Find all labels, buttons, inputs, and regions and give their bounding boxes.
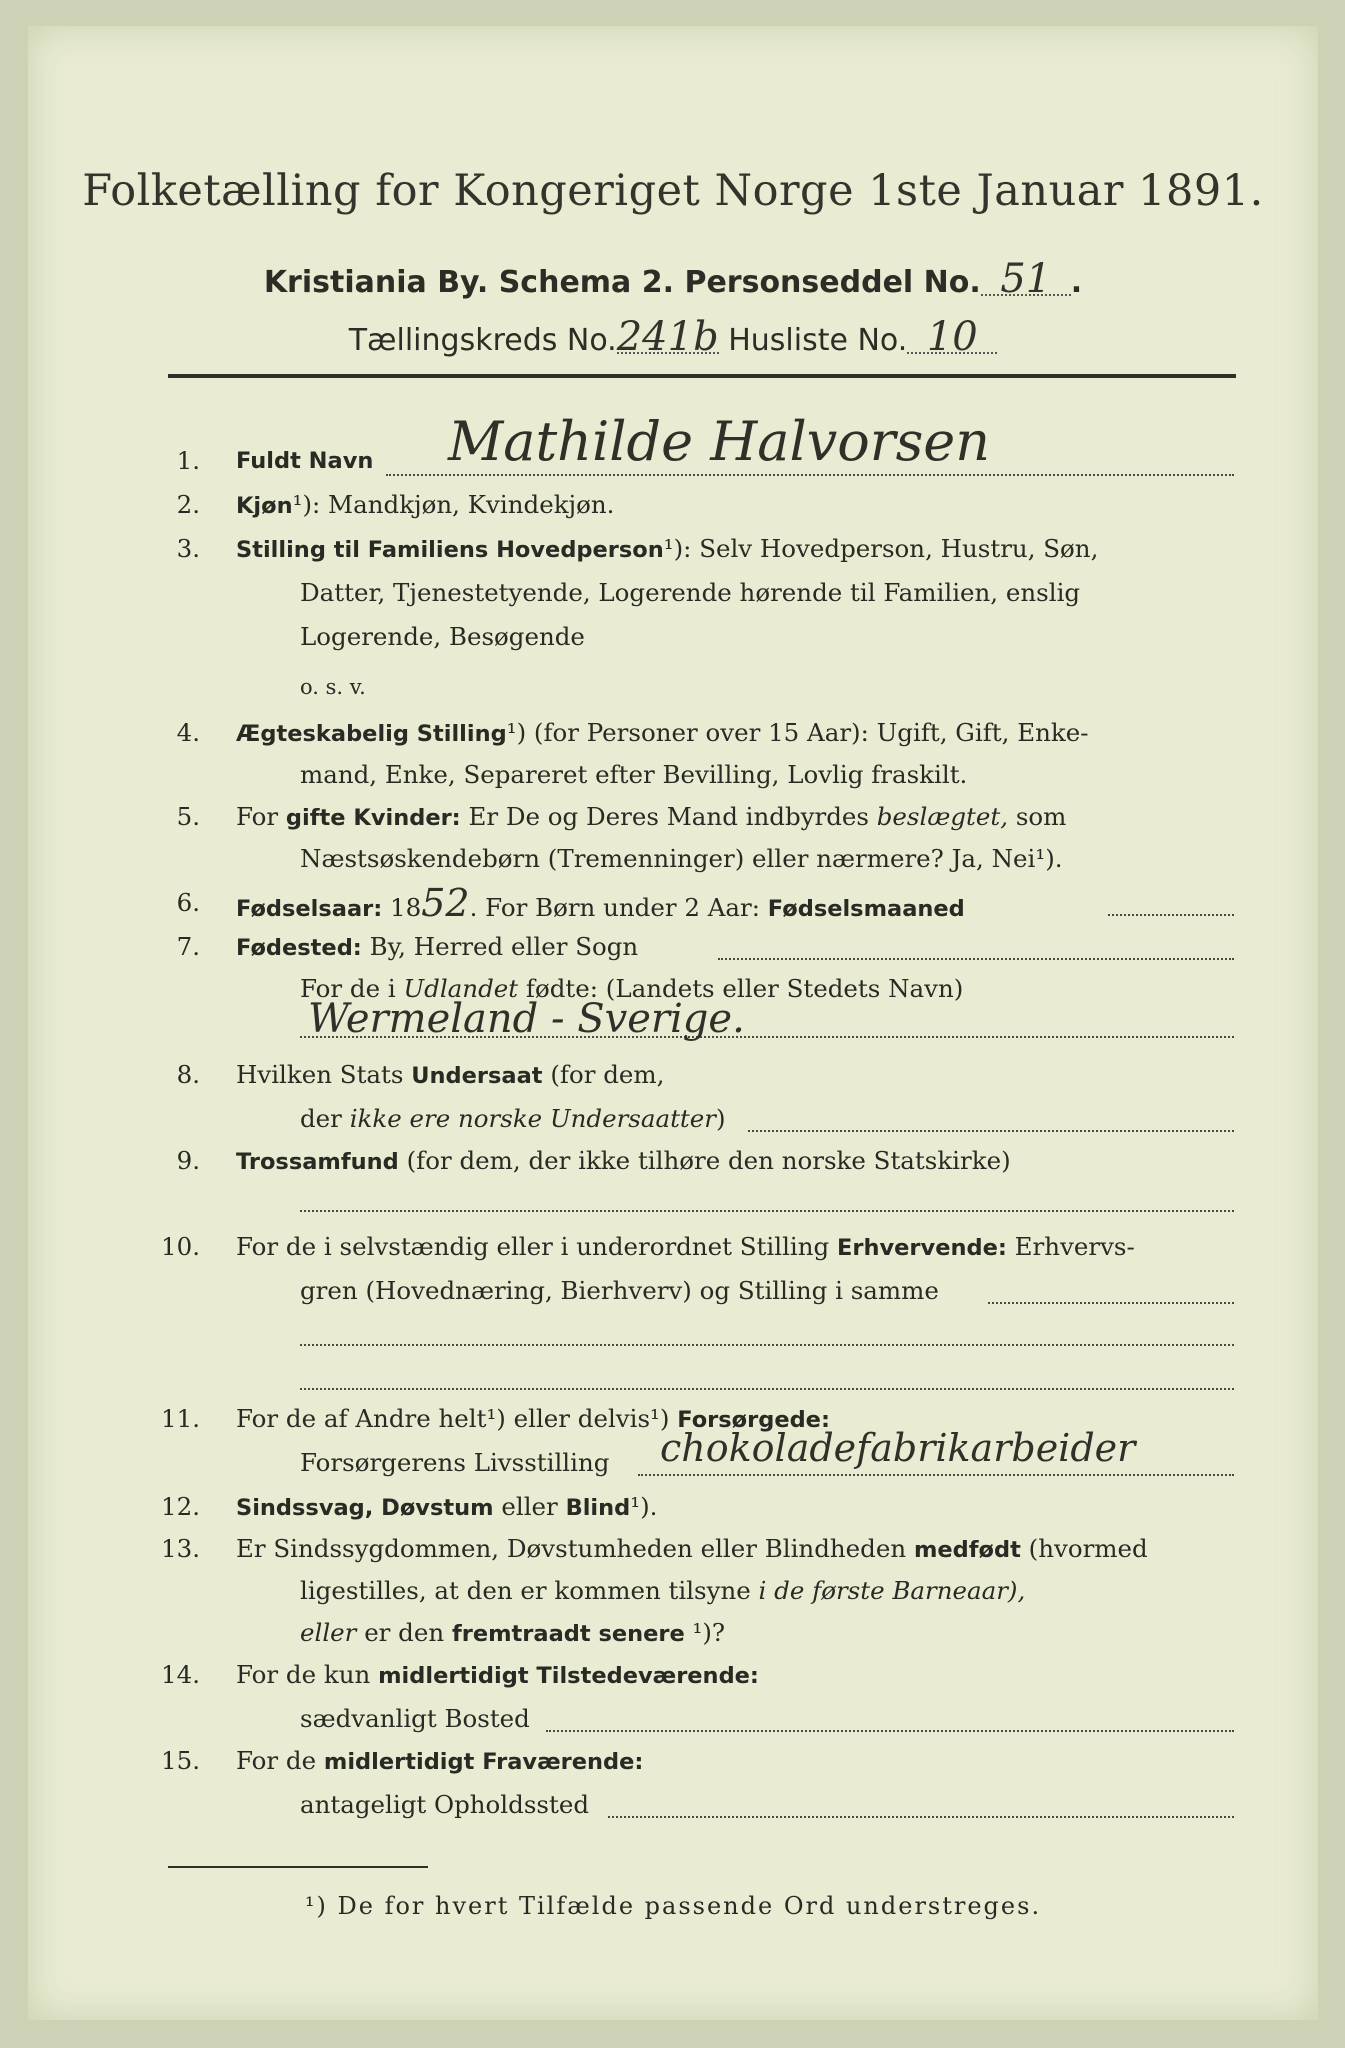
full-name-answer: Mathilde Halvorsen <box>448 410 991 473</box>
personseddel-label: Kristiania By. Schema 2. Personseddel No. <box>263 265 981 300</box>
full-name-label: Fuldt Navn <box>236 448 374 474</box>
footnote: ¹) De for hvert Tilfælde passende Ord understreges. <box>304 1892 1042 1920</box>
provider-occupation-answer: chokoladefabrikarbeider <box>660 1426 1136 1470</box>
provider-occupation-line <box>638 1474 1234 1476</box>
birthplace-answer: Wermeland - Sverige. <box>308 996 745 1042</box>
taellingskreds-label: Tællingskreds No. <box>348 323 617 358</box>
husliste-label: Husliste No. <box>728 323 908 358</box>
taellingskreds-number: 241b <box>616 314 719 360</box>
census-form-sheet: Folketælling for Kongeriget Norge 1ste Januar 1891. Kristiania By. Schema 2. Personseddel No. 51 . Tællingskreds No.241b Husliste No. 10 1. Fuldt Navn Mathilde Halvorsen 2. Kjøn¹): Mandkjøn, Kvindekjøn. 3. Stilling til Familiens Hovedperson¹): Selv Hovedperson, Hustru, Søn, Datter, Tjenestetyende, Logerende hørende til Familien, enslig Logerende, Besøgende o. s. v. 4. Ægteskabelig Stilling¹) (for Personer over 15 Aar): Ugift, Gift, Enke- mand, Enke, Separeret efter Bevilling, Lovlig fraskilt. 5. For gifte Kvinder: Er De og Deres Mand indbyrdes beslægtet, som Næstsøskendebørn (Tremenninger) eller nærmere? Ja, Nei¹). 6. Fødselsaar: 1852. For Børn under 2 Aar: Fødselsmaaned 7. Fødested: By, Herred eller Sogn For de i Udlandet fødte: (Landets eller Stedets Navn) Wermeland - Sverige. 8. Hvilken Stats Undersaat (for dem, der ikke ere norske Undersaatter) 9. Trossamfund (for dem, der ikke tilhøre den norske Statskirke) 10. For de i selvstændig eller i underordnet Stilling Erhvervende: Erhvervs- gren (Hovednæring, Bierhverv) og Stilling i samme 11. For de af Andre helt¹) eller delvis¹) Forsørgede: Forsørgerens Livsstilling chokoladefabrikarbeider 12. Sindssvag, Døvstum eller Blind¹). 13. Er Sindssygdommen, Døvstumheden eller Blindheden medfødt (hvormed ligestilles, at den er kommen tilsyne i de første Barneaar), eller er den fremtraadt senere ¹)? 14. For de kun midlertidigt Tilstedeværende: sædvanligt Bosted 15. For de midlertidigt Fraværende: antageligt Opholdssted ¹) De for hvert Tilfælde passende Ord understreges. <box>28 26 1318 2020</box>
husliste-number: 10 <box>907 322 997 354</box>
footnote-divider <box>168 1866 428 1868</box>
header-divider <box>168 374 1236 378</box>
birth-year-answer: 52 <box>421 881 470 925</box>
form-title: Folketælling for Kongeriget Norge 1ste Januar 1891. <box>82 166 1264 216</box>
full-name-line <box>386 474 1234 476</box>
personseddel-number: 51 <box>981 264 1071 296</box>
taellingskreds-line <box>28 314 1318 360</box>
personseddel-line: Kristiania By. Schema 2. Personseddel No. 51 . <box>263 256 1083 302</box>
